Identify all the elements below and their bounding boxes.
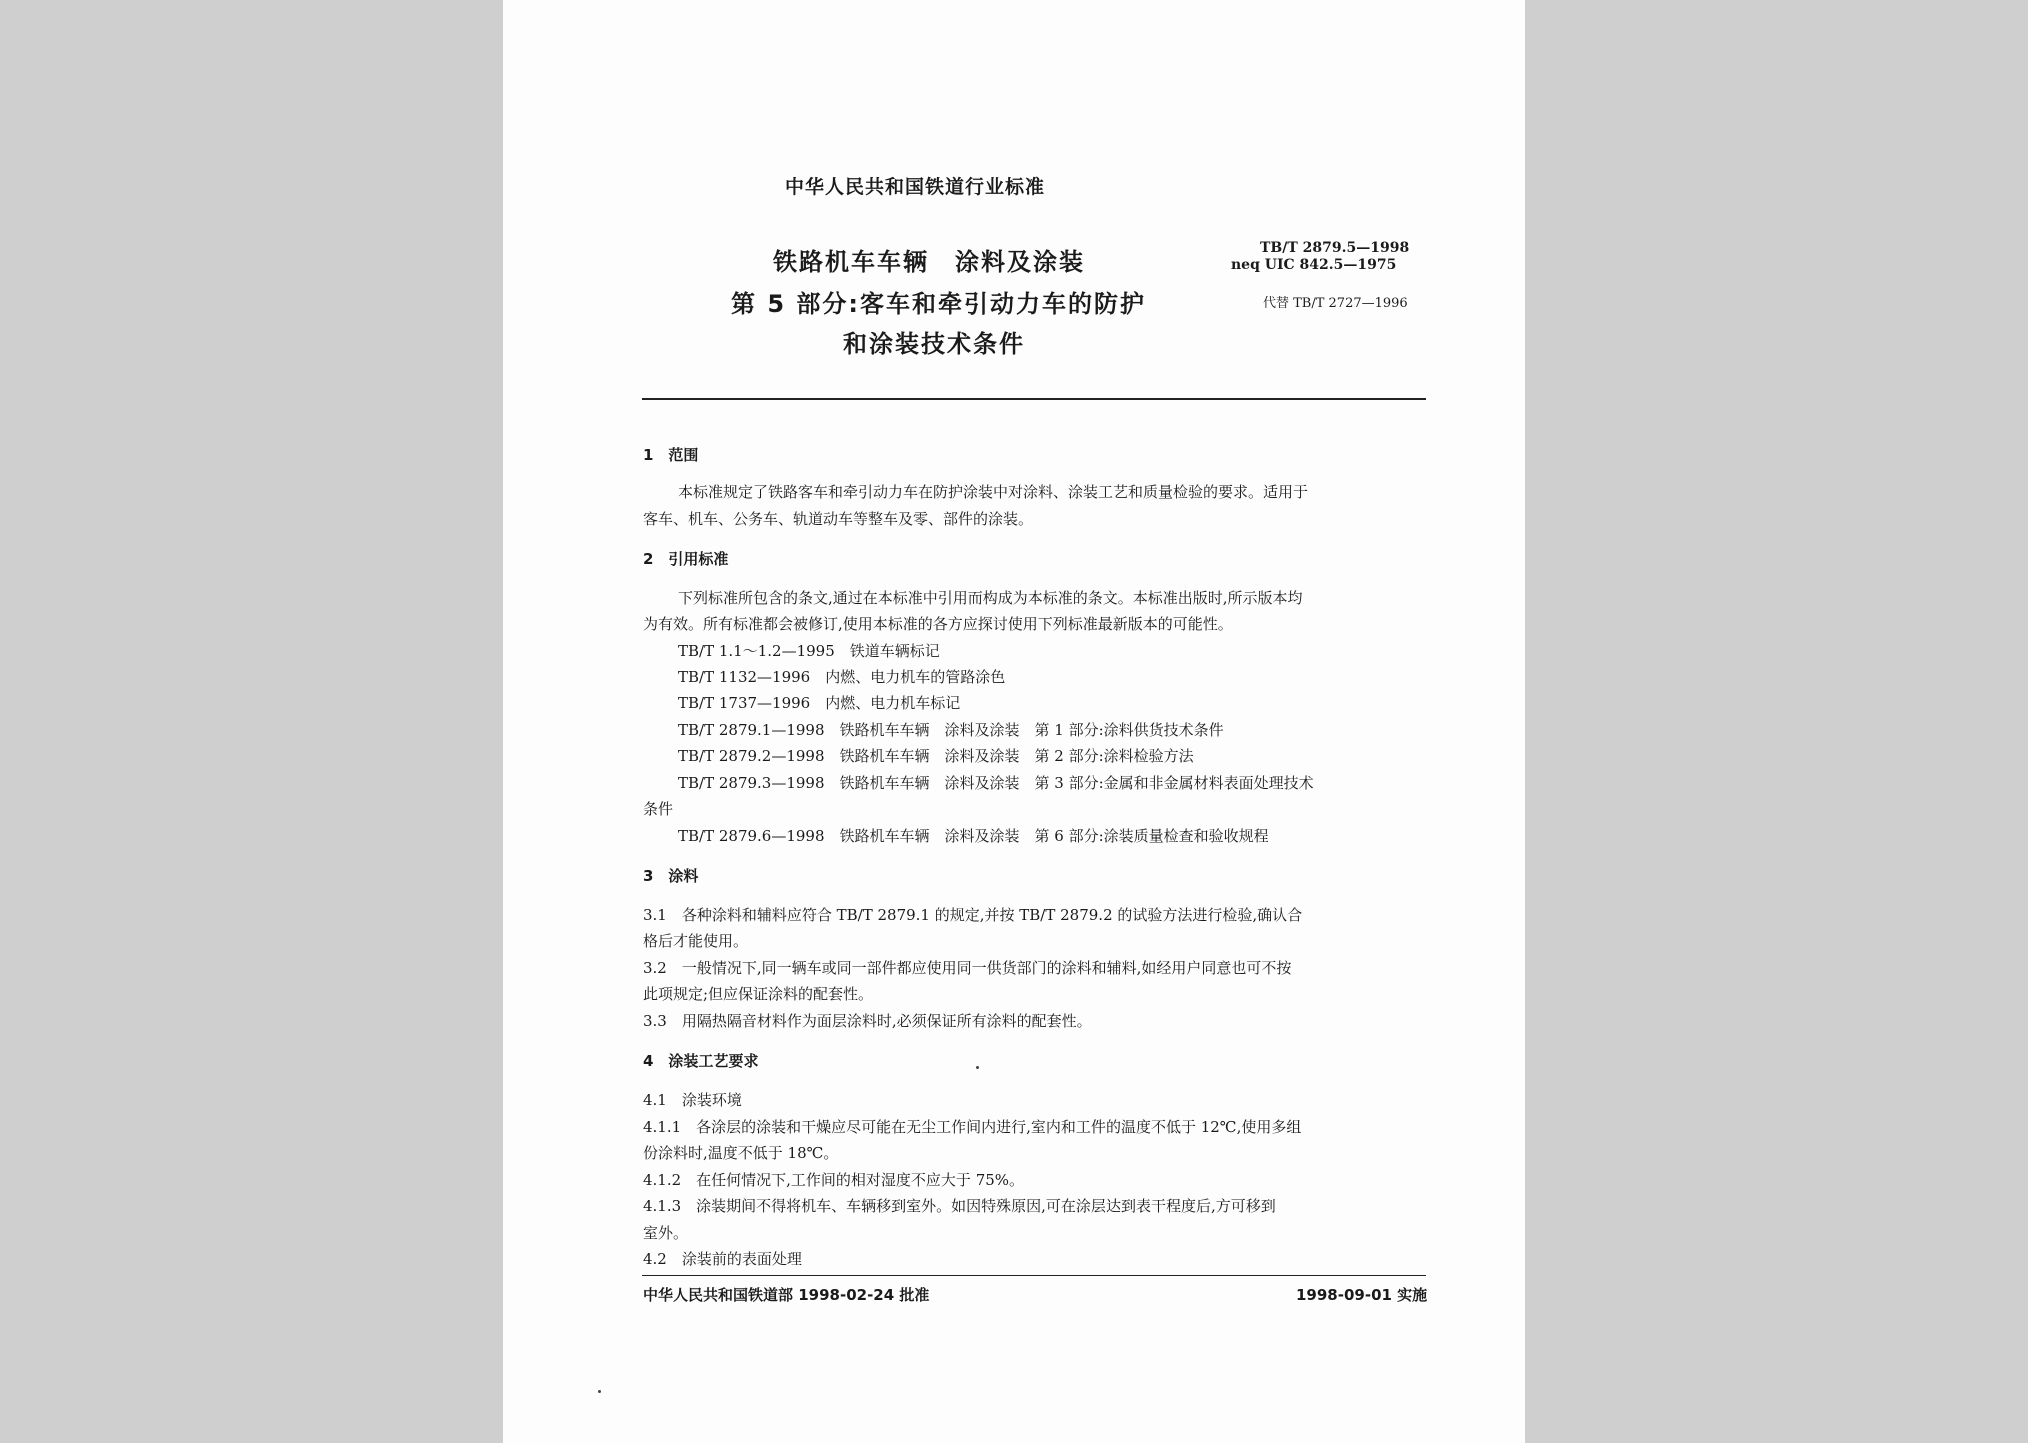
clause-4-1-3-line-1: 4.1.3 涂装期间不得将机车、车辆移到室外。如因特殊原因,可在涂层达到表干程度后,方可移到 [643, 1197, 1276, 1215]
section-2-para-line-2: 为有效。所有标准都会被修订,使用本标准的各方应探讨使用下列标准最新版本的可能性。 [643, 615, 1233, 633]
clause-4-1: 4.1 涂装环境 [643, 1091, 742, 1109]
reference-item: TB/T 2879.6—1998 铁路机车车辆 涂料及涂装 第 6 部分:涂装质量检查和验收规程 [678, 827, 1269, 845]
effective-date: 1998-09-01 实施 [1296, 1286, 1428, 1304]
reference-item: TB/T 2879.1—1998 铁路机车车辆 涂料及涂装 第 1 部分:涂料供货技术条件 [678, 721, 1224, 739]
reference-item: TB/T 2879.2—1998 铁路机车车辆 涂料及涂装 第 2 部分:涂料检验方法 [678, 747, 1194, 765]
title-line-3: 和涂装技术条件 [843, 330, 1025, 358]
clause-4-1-1-line-1: 4.1.1 各涂层的涂装和干燥应尽可能在无尘工作间内进行,室内和工件的温度不低于 12℃,使用多组 [643, 1118, 1302, 1136]
section-1-para-line-2: 客车、机车、公务车、轨道动车等整车及零、部件的涂装。 [643, 510, 1034, 528]
approval-line: 中华人民共和国铁道部 1998-02-24 批准 [643, 1286, 930, 1304]
section-4-heading: 4 涂装工艺要求 [643, 1052, 759, 1070]
section-3-heading: 3 涂料 [643, 867, 699, 885]
replaces-code: 代替 TB/T 2727—1996 [1263, 296, 1408, 311]
section-2-heading: 2 引用标准 [643, 550, 729, 568]
title-line-2: 第 5 部分:客车和牵引动力车的防护 [731, 290, 1147, 318]
section-1-heading: 1 范围 [643, 446, 699, 464]
footer-divider [642, 1275, 1426, 1276]
clause-4-1-2: 4.1.2 在任何情况下,工作间的相对湿度不应大于 75%。 [643, 1171, 1025, 1189]
clause-4-2: 4.2 涂装前的表面处理 [643, 1250, 802, 1268]
clause-3-1-line-2: 格后才能使用。 [643, 932, 749, 950]
clause-3-2-line-2: 此项规定;但应保证涂料的配套性。 [643, 985, 874, 1003]
clause-4-1-3-line-2: 室外。 [643, 1224, 689, 1242]
reference-item: TB/T 1.1～1.2—1995 铁道车辆标记 [678, 642, 940, 660]
scan-speck [976, 1066, 979, 1069]
clause-4-1-1-line-2: 份涂料时,温度不低于 18℃。 [643, 1144, 839, 1162]
title-line-1: 铁路机车车辆 涂料及涂装 [773, 248, 1085, 276]
equivalence-code: neq UIC 842.5—1975 [1231, 257, 1397, 273]
scan-speck [598, 1390, 601, 1393]
reference-item: TB/T 2879.3—1998 铁路机车车辆 涂料及涂装 第 3 部分:金属和非金属材料表面处理技术 [678, 774, 1314, 792]
reference-item: TB/T 1737—1996 内燃、电力机车标记 [678, 694, 961, 712]
section-1-para-line-1: 本标准规定了铁路客车和牵引动力车在防护涂装中对涂料、涂装工艺和质量检验的要求。适用于 [678, 483, 1309, 501]
header-divider [642, 398, 1426, 400]
document-page [503, 0, 1525, 1443]
clause-3-1-line-1: 3.1 各种涂料和辅料应符合 TB/T 2879.1 的规定,并按 TB/T 2879.2 的试验方法进行检验,确认合 [643, 906, 1303, 924]
standard-code: TB/T 2879.5—1998 [1260, 240, 1410, 256]
clause-3-2-line-1: 3.2 一般情况下,同一辆车或同一部件都应使用同一供货部门的涂料和辅料,如经用户同意也可不按 [643, 959, 1292, 977]
reference-item: TB/T 1132—1996 内燃、电力机车的管路涂色 [678, 668, 1006, 686]
clause-3-3: 3.3 用隔热隔音材料作为面层涂料时,必须保证所有涂料的配套性。 [643, 1012, 1092, 1030]
reference-item-continuation: 条件 [643, 800, 674, 818]
section-2-para-line-1: 下列标准所包含的条文,通过在本标准中引用而构成为本标准的条文。本标准出版时,所示版本均 [678, 589, 1303, 607]
issuing-org: 中华人民共和国铁道行业标准 [785, 176, 1046, 198]
